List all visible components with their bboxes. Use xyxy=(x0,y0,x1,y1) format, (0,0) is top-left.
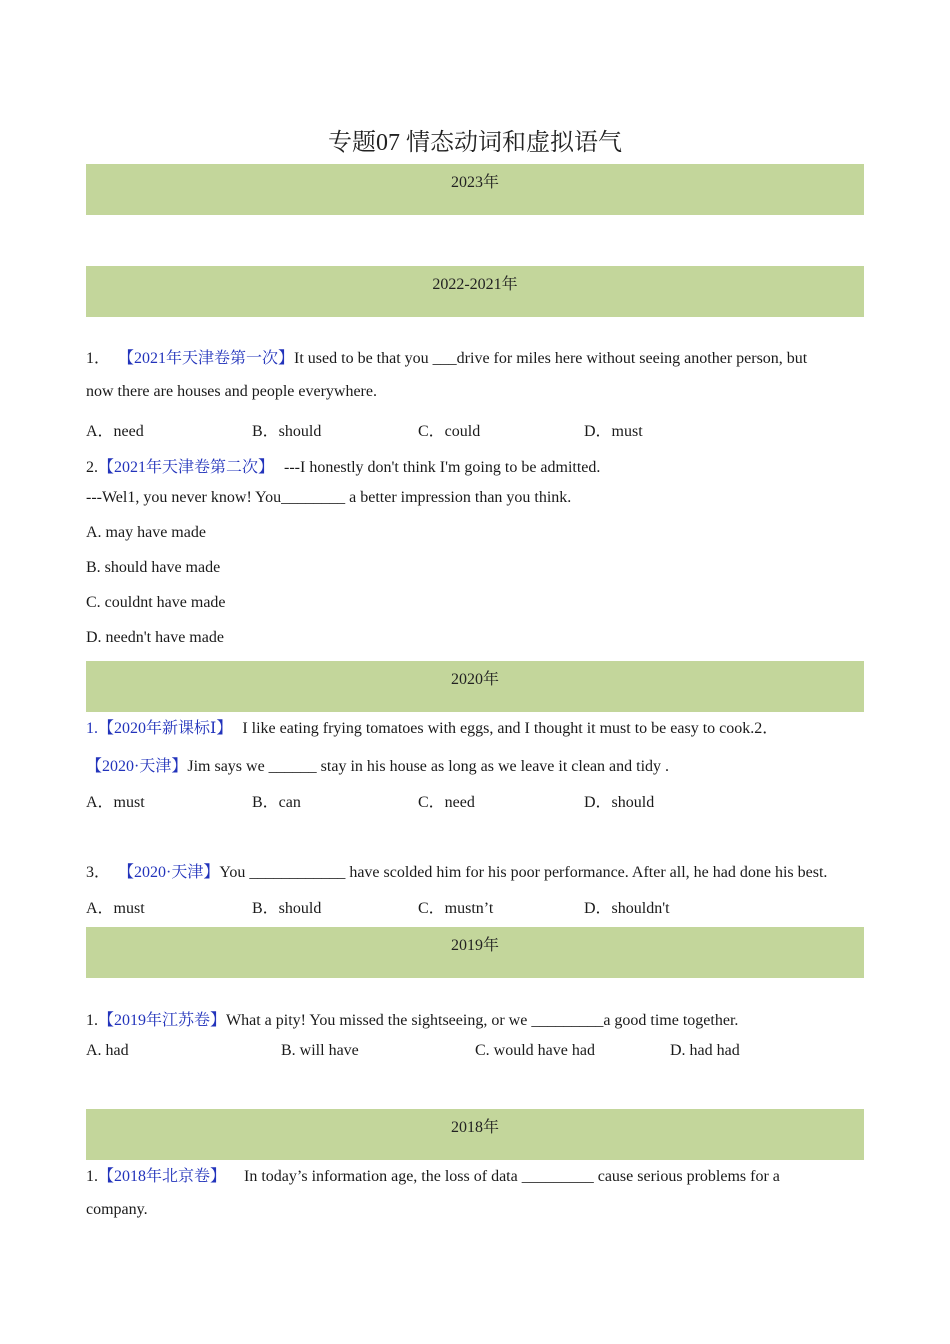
question-2020-2 xyxy=(86,753,669,776)
option-a: A. may have made xyxy=(86,524,206,541)
question-source: 【2020年新课标Ⅰ】 xyxy=(98,720,233,737)
option-c: C．mustn’t xyxy=(418,900,494,917)
question-source: 【2020·天津】 xyxy=(86,758,188,775)
option-b: B．should xyxy=(252,900,322,917)
option-a: A．must xyxy=(86,794,145,811)
option-a: A. had xyxy=(86,1042,129,1059)
section-year: 2020年 xyxy=(450,671,499,688)
section-header-2019 xyxy=(86,927,864,978)
option-a: A．need xyxy=(86,423,144,440)
option-d: D．should xyxy=(584,794,655,811)
question-source: 【2019年江苏卷】 xyxy=(98,1012,227,1029)
question-text: It used to be that you ___drive for miles here without seeing another person, but xyxy=(294,350,808,367)
question-text-continued: now there are houses and people everywhere. xyxy=(86,383,377,400)
option-d: D．must xyxy=(584,423,643,440)
question-text: You ____________ have scolded him for his poor performance. After all, he had done his best. xyxy=(219,864,828,881)
page-title: 专题07 情态动词和虚拟语气 xyxy=(328,130,622,156)
option-d: D. had had xyxy=(670,1042,740,1059)
question-number: 2. xyxy=(86,459,98,476)
option-d: D．shouldn't xyxy=(584,900,670,917)
question-text-continued: ---Wel1, you never know! You________ a better impression than you think. xyxy=(86,489,572,506)
option-c: C. would have had xyxy=(475,1042,595,1059)
question-number: 1. xyxy=(86,720,98,737)
question-text: In today’s information age, the loss of data _________ cause serious problems for a xyxy=(244,1168,780,1185)
question-source: 【2020·天津】 xyxy=(118,864,220,881)
question-number: 3． xyxy=(86,864,111,881)
option-c: C．need xyxy=(418,794,475,811)
option-c: C．could xyxy=(418,423,481,440)
question-2020-3 xyxy=(86,859,827,882)
option-d: D. needn't have made xyxy=(86,629,224,646)
question-number: 1． xyxy=(86,350,111,367)
question-2018-1 xyxy=(86,1163,780,1186)
section-year: 2023年 xyxy=(450,174,499,191)
question-text: ---I honestly don't think I'm going to be admitted. xyxy=(284,459,601,476)
question-source: 【2018年北京卷】 xyxy=(98,1168,227,1185)
question-2021-2 xyxy=(86,454,600,477)
question-2021-1 xyxy=(86,345,807,368)
section-header-2022-2021 xyxy=(86,266,864,317)
section-header-2023 xyxy=(86,164,864,215)
question-2019-1 xyxy=(86,1007,738,1030)
question-number: 1. xyxy=(86,1168,98,1185)
question-2020-1 xyxy=(86,715,778,738)
section-year: 2022-2021年 xyxy=(432,276,518,293)
option-b: B．should xyxy=(252,423,322,440)
option-b: B．can xyxy=(252,794,301,811)
question-text: I like eating frying tomatoes with eggs, and I thought it must to be easy to cook.2． xyxy=(242,720,779,737)
option-b: B. will have xyxy=(281,1042,359,1059)
option-a: A．must xyxy=(86,900,145,917)
question-text: Jim says we ______ stay in his house as long as we leave it clean and tidy . xyxy=(187,758,670,775)
section-header-2018 xyxy=(86,1109,864,1160)
question-source: 【2021年天津卷第二次】 xyxy=(98,459,275,476)
section-year: 2018年 xyxy=(450,1119,499,1136)
section-header-2020 xyxy=(86,661,864,712)
question-text: What a pity! You missed the sightseeing, or we _________a good time together. xyxy=(226,1012,739,1029)
option-c: C. couldnt have made xyxy=(86,594,226,611)
question-text-continued: company. xyxy=(86,1201,148,1218)
question-source: 【2021年天津卷第一次】 xyxy=(118,350,295,367)
section-year: 2019年 xyxy=(450,937,499,954)
option-b: B. should have made xyxy=(86,559,221,576)
question-number: 1. xyxy=(86,1012,98,1029)
